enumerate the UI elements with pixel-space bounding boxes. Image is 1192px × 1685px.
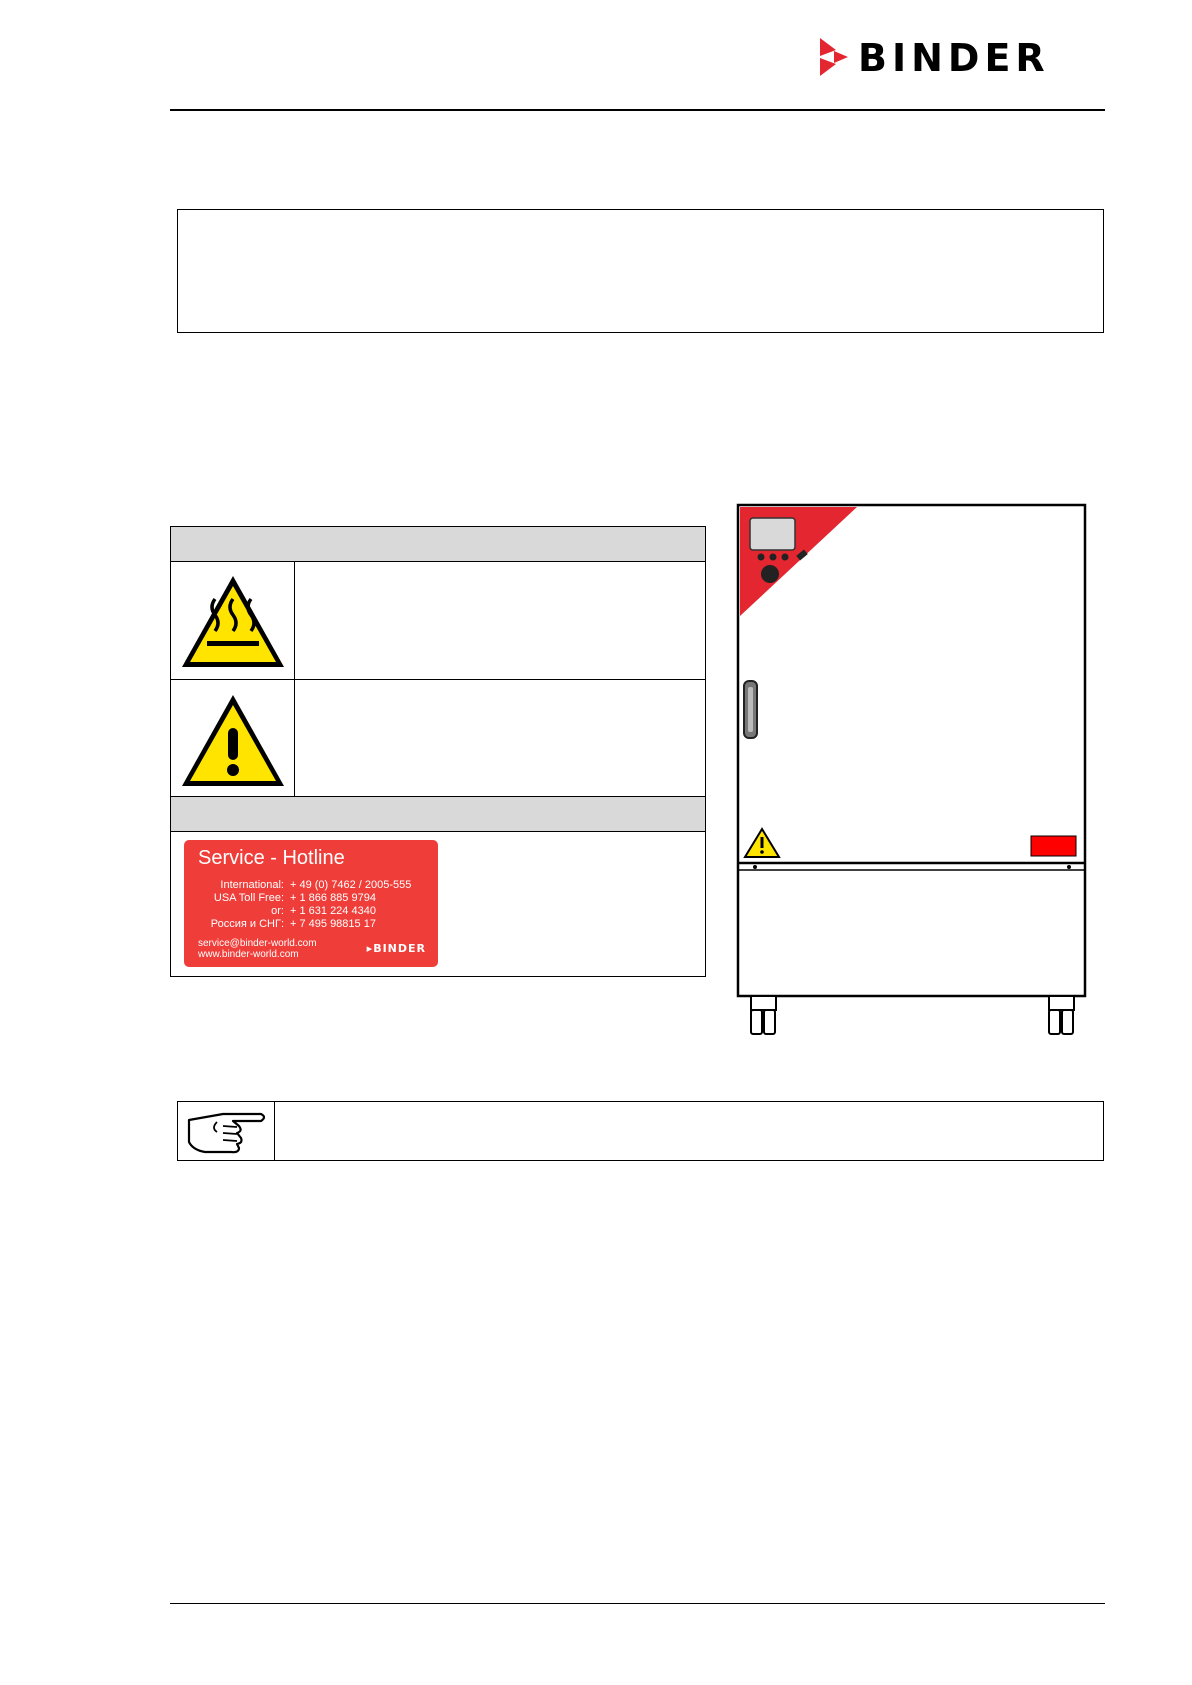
hotline-email: service@binder-world.com bbox=[198, 938, 317, 949]
hot-surface-warning-icon bbox=[179, 573, 287, 671]
hint-divider bbox=[274, 1102, 275, 1160]
hotline-row: Россия и СНГ: + 7 495 98815 17 bbox=[210, 918, 376, 930]
binder-logo bbox=[818, 36, 1108, 80]
table-header-row bbox=[171, 527, 705, 562]
hotline-brand: ▸BINDER bbox=[366, 942, 426, 955]
binder-logo-icon bbox=[818, 36, 852, 78]
safety-labels-table bbox=[170, 526, 706, 977]
hotline-title: Service - Hotline bbox=[198, 847, 345, 869]
notice-box bbox=[177, 209, 1104, 333]
table-header-row-2 bbox=[171, 796, 705, 832]
hotline-row: or: + 1 631 224 4340 bbox=[271, 905, 376, 917]
hint-box bbox=[177, 1101, 1104, 1161]
service-hotline-label bbox=[184, 840, 438, 967]
hotline-website: www.binder-world.com bbox=[198, 949, 299, 960]
hotline-row: USA Toll Free: + 1 866 885 9794 bbox=[213, 892, 376, 904]
chamber-front-view-illustration bbox=[733, 501, 1093, 1036]
row-divider bbox=[171, 679, 705, 680]
general-warning-icon bbox=[179, 692, 287, 790]
footer-rule bbox=[170, 1603, 1105, 1604]
brand-name: BINDER bbox=[858, 36, 1050, 80]
header-rule bbox=[170, 109, 1105, 111]
hotline-row: International: + 49 (0) 7462 / 2005-555 bbox=[220, 879, 412, 891]
pointing-hand-icon bbox=[183, 1108, 269, 1154]
